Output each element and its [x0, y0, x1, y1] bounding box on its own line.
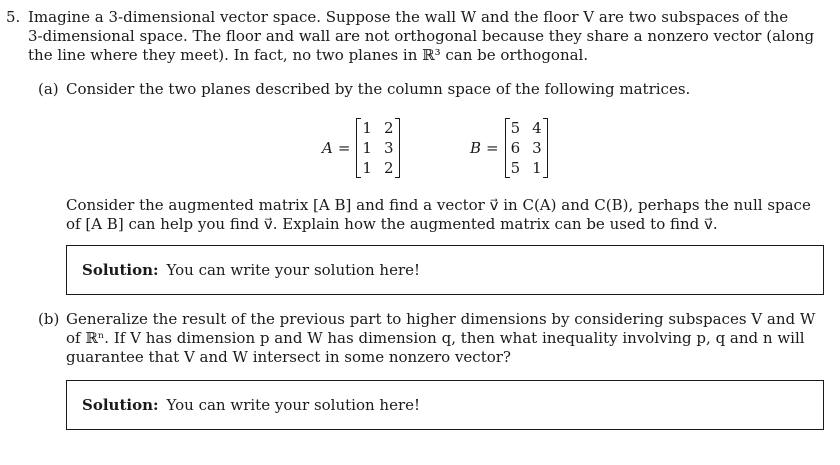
left-bracket	[356, 118, 361, 178]
equals-sign: =	[337, 138, 351, 157]
solution-text: You can write your solution here!	[166, 261, 421, 279]
matrix-cell: 5	[510, 159, 521, 177]
matrix-cell: 5	[510, 119, 521, 137]
matrix-a-name: A	[322, 138, 333, 157]
matrix-cell: 1	[532, 159, 542, 177]
matrix-a	[356, 118, 399, 178]
matrix-cell: 1	[362, 119, 372, 137]
solution-content	[82, 261, 420, 280]
part-b-line: Generalize the result of the previous part to higher dimensions by considering subspaces V and W	[66, 310, 816, 328]
solution-box-b[interactable]	[66, 380, 824, 430]
right-bracket	[395, 118, 400, 178]
matrix-cell: 3	[383, 139, 394, 157]
matrix-b-name: B	[470, 138, 482, 157]
solution-label: Solution:	[82, 261, 159, 279]
part-a-label: (a)	[38, 80, 59, 98]
problem-intro-line: 3-dimensional space. The floor and wall are not orthogonal because they share a nonzero vector (along	[28, 27, 815, 45]
matrix-cell: 1	[362, 159, 372, 177]
instruction-line: of [A B] can help you find v⃗. Explain how the augmented matrix can be used to find v⃗.	[66, 215, 718, 233]
matrix-cell: 2	[383, 159, 394, 177]
matrix-cell: 1	[362, 139, 372, 157]
part-b-line: guarantee that V and W intersect in some nonzero vector?	[66, 348, 511, 366]
solution-content	[82, 396, 420, 415]
problem-intro-line: Imagine a 3-dimensional vector space. Suppose the wall W and the floor V are two subspaces of the	[28, 8, 789, 26]
part-b-text	[66, 310, 828, 367]
instruction-line: Consider the augmented matrix [A B] and find a vector v⃗ in C(A) and C(B), perhaps the null space	[66, 196, 811, 214]
part-a-text: Consider the two planes described by the column space of the following matrices.	[66, 80, 691, 98]
matrix-b-block	[470, 117, 548, 179]
part-a-instructions	[66, 196, 828, 234]
matrix-cell: 6	[510, 139, 521, 157]
part-b-label: (b)	[38, 310, 60, 328]
matrix-b	[505, 118, 548, 178]
left-bracket	[505, 118, 510, 178]
problem-intro-line: the line where they meet). In fact, no two planes in ℝ³ can be orthogonal.	[28, 46, 589, 64]
matrix-a-block	[322, 117, 400, 179]
problem-intro	[28, 8, 828, 65]
equals-sign: =	[486, 138, 499, 157]
solution-box-a[interactable]	[66, 245, 824, 295]
solution-text: You can write your solution here!	[166, 396, 421, 414]
solution-label: Solution:	[82, 396, 159, 414]
matrix-cell: 2	[383, 119, 394, 137]
matrix-cell: 3	[532, 139, 542, 157]
right-bracket	[543, 118, 548, 178]
problem-number: 5.	[6, 8, 21, 26]
matrix-cell: 4	[532, 119, 542, 137]
part-b-line: of ℝⁿ. If V has dimension p and W has dimension q, then what inequality involving p, q and n will	[66, 329, 805, 347]
